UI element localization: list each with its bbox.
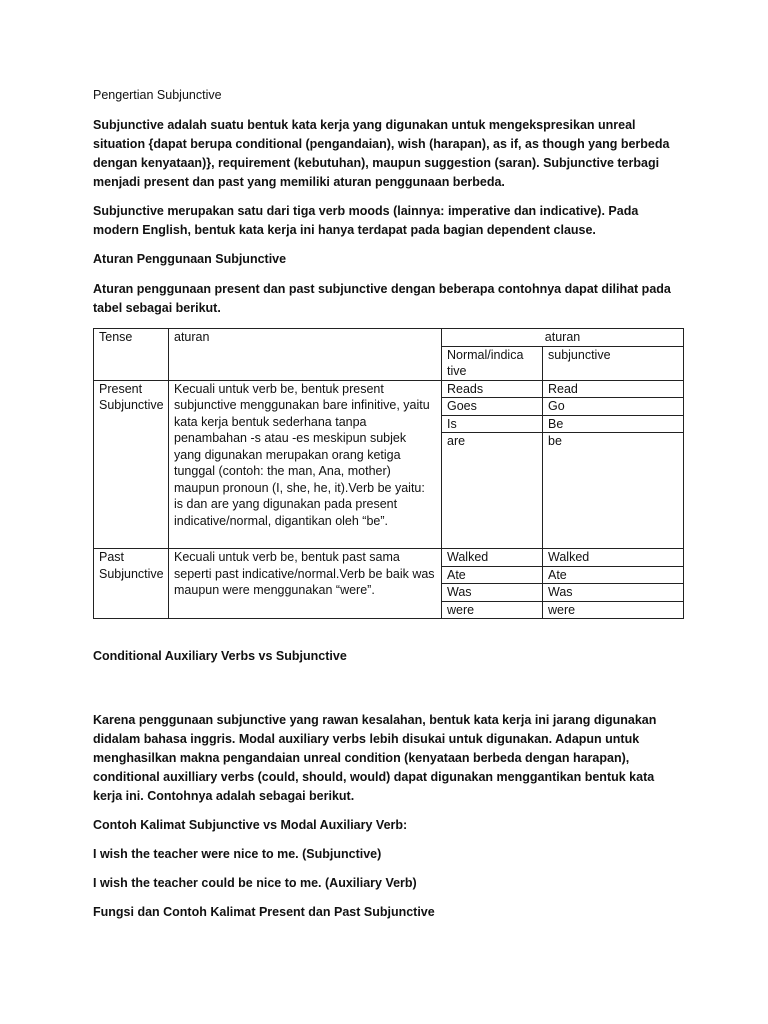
paragraph-verb-moods: Subjunctive merupakan satu dari tiga verb moods (lainnya: imperative dan indicative). Pada modern English, bentuk kata kerja ini hanya terdapat pada bagian dependent clause.	[93, 204, 639, 237]
subjunctive-cell: Read	[543, 380, 684, 398]
section-title-conditional: Conditional Auxiliary Verbs vs Subjunctive	[93, 649, 347, 663]
subjunctive-cell: Go	[543, 398, 684, 416]
normal-cell: Ate	[442, 566, 543, 584]
present-rule-cell: Kecuali untuk verb be, bentuk present subjunctive menggunakan bare infinitive, yaitu kata kerja bentuk sederhana tanpa penambahan -s atau -es meskipun subjek yang digunakan merupakan orang ketiga tunggal (contoh: the man, Ana, mother) maupun pronoun (I, she, he, it).Verb be yaitu: is dan are yang digunakan pada present indicative/normal, digantikan oleh “be”.	[169, 380, 442, 549]
normal-cell: Reads	[442, 380, 543, 398]
normal-cell: were	[442, 601, 543, 619]
header-tense: Tense	[94, 329, 169, 381]
subjunctive-cell: be	[543, 433, 684, 549]
normal-cell: Is	[442, 415, 543, 433]
document-page	[93, 86, 683, 932]
header-aturan: aturan	[169, 329, 442, 381]
header-normal: Normal/indica tive	[442, 346, 543, 380]
section-title-pengertian: Pengertian Subjunctive	[93, 88, 222, 102]
paragraph-conditional: Karena penggunaan subjunctive yang rawan kesalahan, bentuk kata kerja ini jarang digunakan didalam bahasa inggris. Modal auxiliary verbs lebih disukai untuk digunakan. Adapun untuk menghasilkan makna pengandaian unreal condition (kenyataan berbeda dengan harapan), conditional auxilliary verbs (could, should, would) dapat digunakan menggantikan bentuk kata kerja ini. Contohnya adalah sebagai berikut.	[93, 713, 657, 803]
section-title-aturan: Aturan Penggunaan Subjunctive	[93, 252, 287, 266]
example-title: Contoh Kalimat Subjunctive vs Modal Auxiliary Verb:	[93, 818, 408, 832]
paragraph-definition: Subjunctive adalah suatu bentuk kata kerja yang digunakan untuk mengekspresikan unreal situation {dapat berupa conditional (pengandaian), wish (harapan), as if, as though yang berbeda dengan kenyataan)}, requirement (kebutuhan), maupun suggestion (saran). Subjunctive terbagi menjadi present dan past yang memiliki aturan penggunaan berbeda.	[93, 118, 670, 189]
subjunctive-cell: Walked	[543, 549, 684, 567]
example-auxiliary: I wish the teacher could be nice to me. (Auxiliary Verb)	[93, 876, 417, 890]
table-row	[94, 380, 684, 398]
present-tense-cell: Present Subjunctive	[94, 380, 169, 549]
normal-cell: are	[442, 433, 543, 549]
subjunctive-cell: Be	[543, 415, 684, 433]
section-title-fungsi: Fungsi dan Contoh Kalimat Present dan Past Subjunctive	[93, 905, 435, 919]
paragraph-table-intro: Aturan penggunaan present dan past subjunctive dengan beberapa contohnya dapat dilihat pada tabel sebagai berikut.	[93, 282, 671, 315]
subjunctive-cell: Ate	[543, 566, 684, 584]
header-aturan-group: aturan	[442, 329, 684, 347]
header-subjunctive: subjunctive	[543, 346, 684, 380]
past-tense-cell: Past Subjunctive	[94, 549, 169, 619]
past-rule-cell: Kecuali untuk verb be, bentuk past sama seperti past indicative/normal.Verb be baik was maupun were menggunakan “were”.	[169, 549, 442, 619]
table-header-row	[94, 329, 684, 347]
table-row	[94, 549, 684, 567]
example-subjunctive: I wish the teacher were nice to me. (Subjunctive)	[93, 847, 382, 861]
subjunctive-cell: Was	[543, 584, 684, 602]
normal-cell: Walked	[442, 549, 543, 567]
normal-cell: Was	[442, 584, 543, 602]
subjunctive-rules-table	[93, 328, 684, 619]
subjunctive-cell: were	[543, 601, 684, 619]
normal-cell: Goes	[442, 398, 543, 416]
